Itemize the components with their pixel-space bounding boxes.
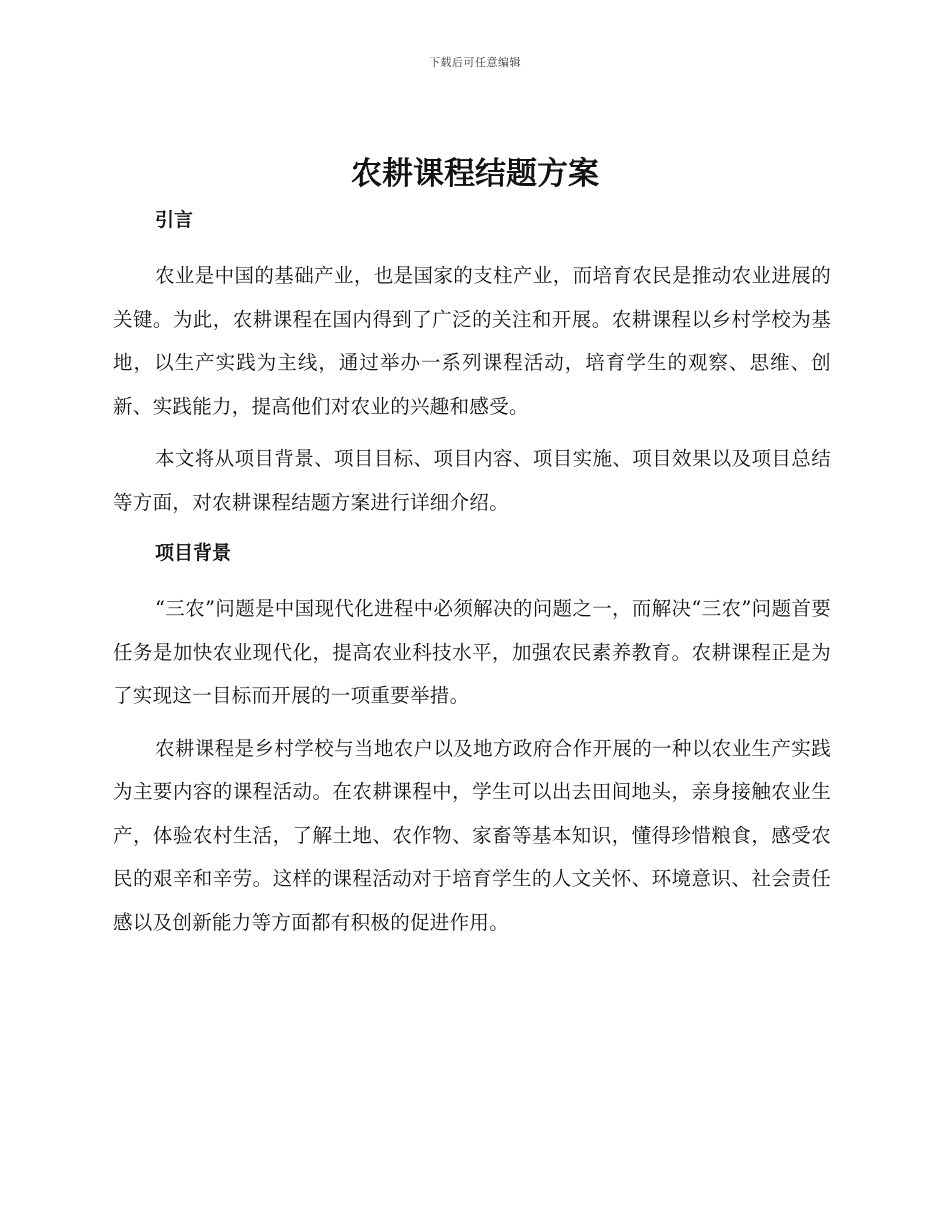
page-header: 下载后可任意编辑 — [429, 56, 521, 69]
document-title: 农耕课程结题方案 — [351, 156, 599, 192]
document-body — [113, 200, 831, 944]
paragraph: 农耕课程是乡村学校与当地农户以及地方政府合作开展的一种以农业生产实践为主要内容的课程活动。在农耕课程中，学生可以出去田间地头，亲身接触农业生产，体验农村生活，了解土地、农作物、家畜等基本知识，懂得珍惜粮食，感受农民的艰辛和辛劳。这样的课程活动对于培育学生的人文关怀、环境意识、社会责任感以及创新能力等方面都有积极的促进作用。 — [113, 736, 831, 934]
section-heading-introduction: 引言 — [155, 209, 194, 231]
paragraph: 本文将从项目背景、项目目标、项目内容、项目实施、项目效果以及项目总结等方面，对农耕课程结题方案进行详细介绍。 — [113, 447, 831, 514]
paragraph: “三农”问题是中国现代化进程中必须解决的问题之一，而解决“三农”问题首要任务是加快农业现代化，提高农业科技水平，加强农民素养教育。农耕课程正是为了实现这一目标而开展的一项重要举措。 — [113, 597, 831, 707]
section-heading-background: 项目背景 — [155, 542, 232, 564]
paragraph: 农业是中国的基础产业，也是国家的支柱产业，而培育农民是推动农业进展的关键。为此，农耕课程在国内得到了广泛的关注和开展。农耕课程以乡村学校为基地，以生产实践为主线，通过举办一系列课程活动，培育学生的观察、思维、创新、实践能力，提高他们对农业的兴趣和感受。 — [113, 264, 831, 418]
